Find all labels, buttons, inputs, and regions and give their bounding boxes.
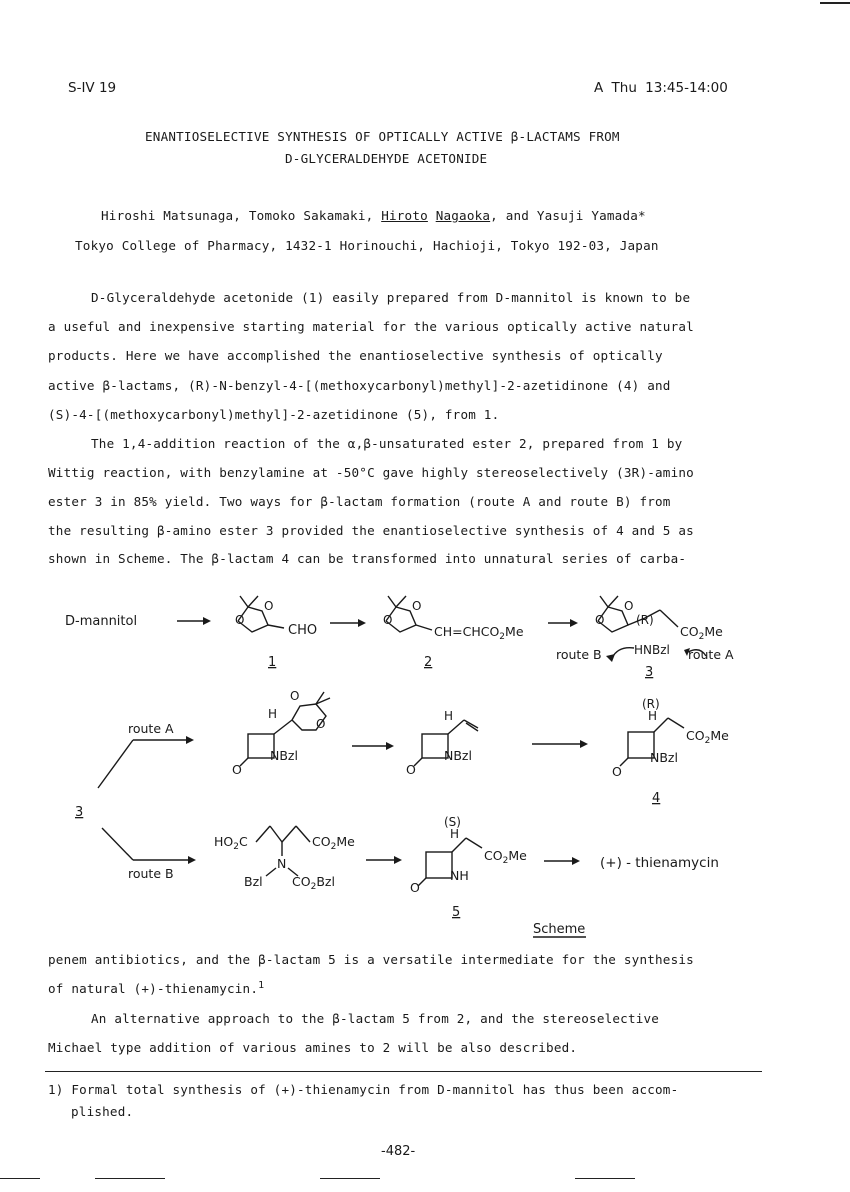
body-line: Wittig reaction, with benzylamine at -50°C gave highly stereoselectively (3R)-amino <box>48 465 694 480</box>
ester-co: CO <box>484 848 503 863</box>
acid-ho: HO <box>214 834 234 849</box>
body-line: products. Here we have accomplished the enantioselective synthesis of optically <box>48 348 663 363</box>
body-line: The 1,4-addition reaction of the α,β-unsaturated ester 2, prepared from 1 by <box>91 436 683 451</box>
cbz-co: CO <box>292 874 311 889</box>
compound-4-ester <box>686 728 729 746</box>
subscript-2: 2 <box>499 632 506 642</box>
author-list <box>101 208 646 223</box>
ester-co: CO <box>686 728 705 743</box>
compound-2-label: 2 <box>424 655 433 670</box>
r-stereo-label: (R) <box>642 697 660 711</box>
time-slot: A Thu 13:45-14:00 <box>594 80 728 96</box>
body-line: Michael type addition of various amines to 2 will be also described. <box>48 1040 578 1055</box>
route-b-label: route B <box>128 866 174 881</box>
author-1: Hiroshi Matsunaga, <box>101 208 242 223</box>
open-chain-acid <box>214 834 248 852</box>
compound-3-label-left: 3 <box>75 805 84 820</box>
footnote-line: 1) Formal total synthesis of (+)-thienamycin from D-mannitol has thus been accom- <box>48 1082 679 1097</box>
body-line: active β-lactams, (R)-N-benzyl-4-[(methoxycarbonyl)methyl]-2-azetidinone (4) and <box>48 378 671 393</box>
body-line: shown in Scheme. The β-lactam 4 can be transformed into unnatural series of carba- <box>48 551 687 566</box>
acetonide-o: O <box>624 599 634 613</box>
footnote-line: plished. <box>71 1104 134 1119</box>
compound-3-ester <box>680 624 723 642</box>
subscript-2: 2 <box>502 856 509 866</box>
bottom-rule <box>575 1178 635 1179</box>
paper-title-line2: D-GLYCERALDEHYDE ACETONIDE <box>285 151 488 166</box>
chain-me: Me <box>505 624 524 639</box>
open-chain-n: N <box>277 856 287 871</box>
compound-5-ester <box>484 848 527 866</box>
body-line: a useful and inexpensive starting material for the various optically active natural <box>48 319 694 334</box>
ester-co: CO <box>312 834 331 849</box>
author-2: Tomoko Sakamaki, <box>248 208 374 223</box>
acetonide-o: O <box>290 689 300 703</box>
open-chain-ester <box>312 834 355 852</box>
acetonide-o: O <box>235 613 245 627</box>
compound-4-label: 4 <box>652 791 661 806</box>
acetonide-o: O <box>595 613 605 627</box>
subscript-2: 2 <box>310 882 317 892</box>
lactam-o: O <box>410 880 420 895</box>
acetonide-o: O <box>316 717 326 731</box>
lactam-h: H <box>444 709 454 723</box>
body-line: the resulting β-amino ester 3 provided the enantioselective synthesis of 4 and 5 as <box>48 523 694 538</box>
lactam-h: H <box>450 827 460 841</box>
compound-1-cho: CHO <box>288 623 318 638</box>
lactam-o: O <box>232 762 242 777</box>
body-line: An alternative approach to the β-lactam 5 from 2, and the stereoselective <box>91 1011 660 1026</box>
presenter-last-name: Nagaoka <box>435 208 491 223</box>
session-code: S-IV 19 <box>68 80 117 96</box>
bottom-rule <box>95 1178 165 1179</box>
open-chain-bzl: Bzl <box>244 874 263 889</box>
footnote-ref: 1 <box>258 980 265 991</box>
route-a-small: route A <box>688 647 734 662</box>
page-number: -482- <box>381 1144 416 1159</box>
subscript-2: 2 <box>698 632 705 642</box>
body-line: penem antibiotics, and the β-lactam 5 is a versatile intermediate for the synthesis <box>48 952 694 967</box>
lactam-nh: NH <box>450 868 469 883</box>
affiliation: Tokyo College of Pharmacy, 1432-1 Horinouchi, Hachioji, Tokyo 192-03, Japan <box>75 238 659 253</box>
lactam-h: H <box>648 709 658 723</box>
lactam-nbzl: NBzl <box>650 750 678 765</box>
acetonide-o: O <box>412 599 422 613</box>
lactam-h: H <box>268 707 278 721</box>
compound-3-label: 3 <box>645 665 654 680</box>
body-line: D-Glyceraldehyde acetonide (1) easily prepared from D-mannitol is known to be <box>91 290 691 305</box>
reaction-scheme <box>0 570 850 950</box>
lactam-nbzl: NBzl <box>444 748 472 763</box>
scheme-caption: Scheme <box>533 922 586 937</box>
ester-me: Me <box>710 728 729 743</box>
body-text: of natural (+)-thienamycin. <box>48 981 259 997</box>
presenter-first-name: Hiroto <box>381 208 428 223</box>
subscript-2: 2 <box>330 842 337 852</box>
body-line: (S)-4-[(methoxycarbonyl)methyl]-2-azetidinone (5), from 1. <box>48 407 500 422</box>
compound-1-label: 1 <box>268 655 277 670</box>
cbz-bzl: Bzl <box>316 874 335 889</box>
subscript-2: 2 <box>704 736 711 746</box>
paper-title-line1: ENANTIOSELECTIVE SYNTHESIS OF OPTICALLY ACTIVE β-LACTAMS FROM <box>145 129 620 144</box>
thienamycin-product: (+) - thienamycin <box>600 855 719 871</box>
compound-5-label: 5 <box>452 905 461 920</box>
bottom-rule <box>320 1178 380 1179</box>
acetonide-o: O <box>264 599 274 613</box>
r-stereo-label: (R) <box>636 613 654 627</box>
acid-c: C <box>238 834 248 849</box>
subscript-2: 2 <box>233 842 239 852</box>
lactam-o: O <box>406 762 416 777</box>
footnote-divider <box>45 1071 762 1072</box>
ester-me: Me <box>508 848 527 863</box>
lactam-o: O <box>612 764 622 779</box>
lactam-nbzl: NBzl <box>270 748 298 763</box>
ester-me: Me <box>336 834 355 849</box>
compound-2-chain <box>434 624 524 642</box>
body-line <box>48 980 264 996</box>
ester-co: CO <box>680 624 699 639</box>
route-b-small: route B <box>556 647 602 662</box>
open-chain-co2bzl <box>292 874 335 892</box>
author-3: , and Yasuji Yamada* <box>490 208 646 223</box>
compound-3-hnbzl: HNBzl <box>634 643 670 657</box>
route-a-label: route A <box>128 721 174 736</box>
body-line: ester 3 in 85% yield. Two ways for β-lactam formation (route A and route B) from <box>48 494 671 509</box>
bottom-rule <box>0 1178 40 1179</box>
top-right-mark <box>820 2 850 4</box>
ester-me: Me <box>704 624 723 639</box>
s-stereo-label: (S) <box>444 815 461 829</box>
acetonide-o: O <box>383 613 393 627</box>
start-material: D-mannitol <box>65 614 138 629</box>
chain-text: CH=CHCO <box>434 624 500 639</box>
